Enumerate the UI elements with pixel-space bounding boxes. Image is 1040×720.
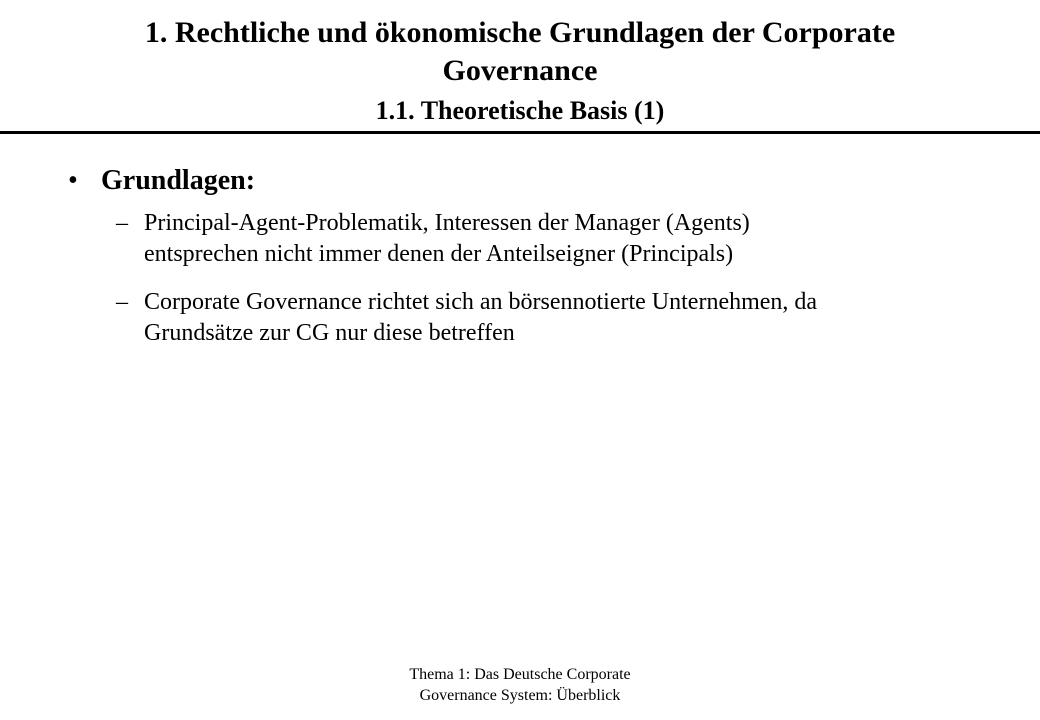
slide-subtitle: 1.1. Theoretische Basis (1) <box>375 96 665 125</box>
slide-footer <box>320 664 720 706</box>
dash-icon: – <box>116 289 128 315</box>
slide-title-line-1: 1. Rechtliche und ökonomische Grundlagen der Corporate <box>144 16 896 49</box>
subpoint-line-2: entsprechen nicht immer denen der Anteilseigner (Principals) <box>144 241 734 267</box>
subpoint-line-1: Principal-Agent-Problematik, Interessen der Manager (Agents) <box>144 210 750 236</box>
bullet-label: Grundlagen: <box>101 165 256 196</box>
slide-title <box>40 14 1000 90</box>
dash-icon: – <box>116 210 128 236</box>
subpoint-text <box>144 287 1004 349</box>
footer-line-1: Thema 1: Das Deutsche Corporate <box>409 666 631 683</box>
footer-line-2: Governance System: Überblick <box>419 687 621 704</box>
subpoint-line-1: Corporate Governance richtet sich an börsennotierte Unternehmen, da <box>144 289 818 315</box>
slide-title-line-2: Governance <box>442 54 598 87</box>
bullet-icon: • <box>68 165 78 196</box>
title-divider <box>0 131 1040 134</box>
subpoint-line-2: Grundsätze zur CG nur diese betreffen <box>144 320 515 346</box>
subpoint-text <box>144 208 1004 270</box>
